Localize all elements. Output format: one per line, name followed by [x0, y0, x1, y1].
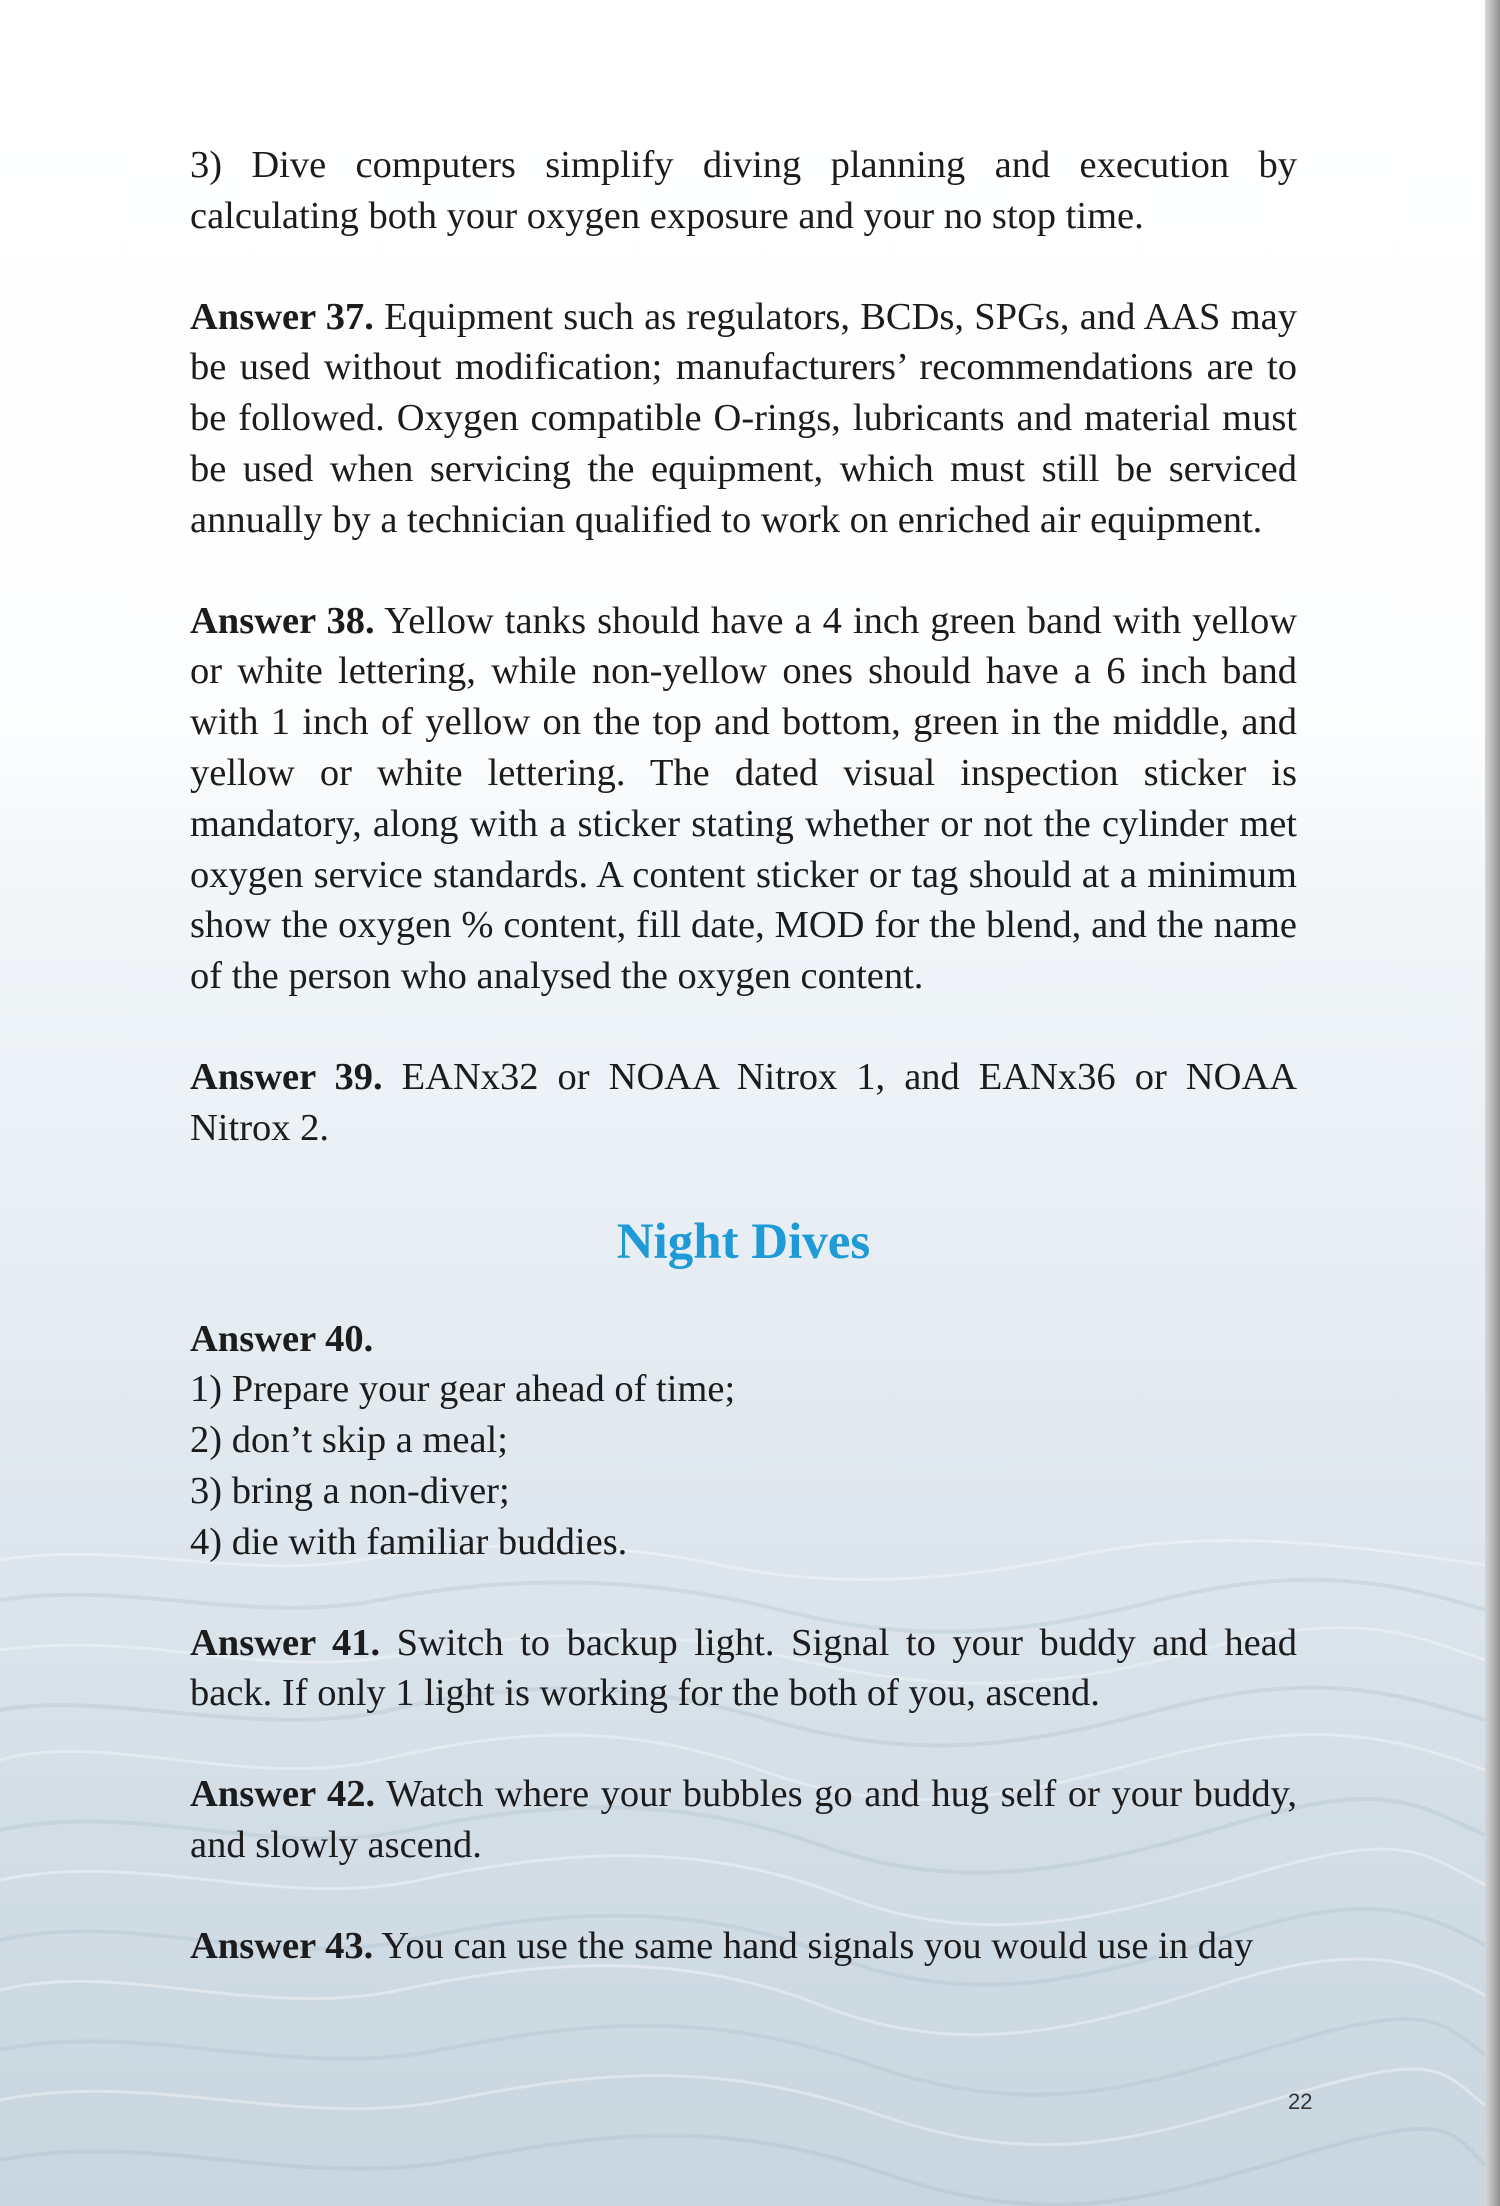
answer-39	[190, 1052, 1297, 1154]
answer-42-label: Answer 42.	[190, 1773, 376, 1816]
answer-40	[190, 1314, 1297, 1568]
answer-38-label: Answer 38.	[190, 599, 375, 642]
answer-39-text: EANx32 or NOAA Nitrox 1, and EANx36 or NOAA Nitrox 2.	[190, 1055, 1297, 1149]
section-heading-night-dives: Night Dives	[616, 1213, 871, 1270]
answer-43-text: You can use the same hand signals you would use in day	[373, 1924, 1254, 1967]
answer-38	[190, 596, 1297, 1002]
answer-42	[190, 1769, 1297, 1871]
answer-43	[190, 1921, 1297, 1972]
answer-41	[190, 1618, 1297, 1720]
list-item: 3) bring a non-diver;	[190, 1469, 510, 1512]
answer-43-label: Answer 43.	[190, 1924, 374, 1967]
answer-37-label: Answer 37.	[190, 295, 374, 338]
answer-38-text: Yellow tanks should have a 4 inch green band with yellow or white lettering, while non-yellow ones should have a 6 inch band with 1 inch of yellow on the top and bottom, green in the middle, and yellow or white lettering. The dated visual inspection sticker is mandatory, along with a sticker stating whether or not the cylinder met oxygen service standards. A content sticker or tag should at a minimum show the oxygen % content, fill date, MOD for the blend, and the name of the person who analysed the oxygen content.	[190, 599, 1297, 998]
page-number: 22	[1288, 2089, 1313, 2114]
answer-40-label: Answer 40.	[190, 1317, 374, 1360]
answer-39-label: Answer 39.	[190, 1055, 383, 1098]
document-body	[190, 140, 1297, 2022]
answer-37	[190, 292, 1297, 546]
list-item: 4) die with familiar buddies.	[190, 1520, 628, 1563]
answer-41-label: Answer 41.	[190, 1621, 381, 1664]
list-item: 2) don’t skip a meal;	[190, 1419, 508, 1462]
list-item: 1) Prepare your gear ahead of time;	[190, 1368, 736, 1411]
page-edge-shadow	[1485, 0, 1500, 2206]
answer-37-text: Equipment such as regulators, BCDs, SPGs, and AAS may be used without modification; manufacturers’ recommendations are to be followed. Oxygen compatible O-rings, lubricants and material must be used when servicing the equipment, which must still be serviced annually by a technician qualified to work on enriched air equipment.	[190, 295, 1297, 541]
answer-41-text: Switch to backup light. Signal to your buddy and head back. If only 1 light is working for the both of you, ascend.	[190, 1621, 1297, 1715]
paragraph-dive-computers: 3) Dive computers simplify diving planning and execution by calculating both your oxygen exposure and your no stop time.	[190, 144, 1297, 237]
answer-42-text: Watch where your bubbles go and hug self or your buddy, and slowly ascend.	[190, 1773, 1298, 1866]
